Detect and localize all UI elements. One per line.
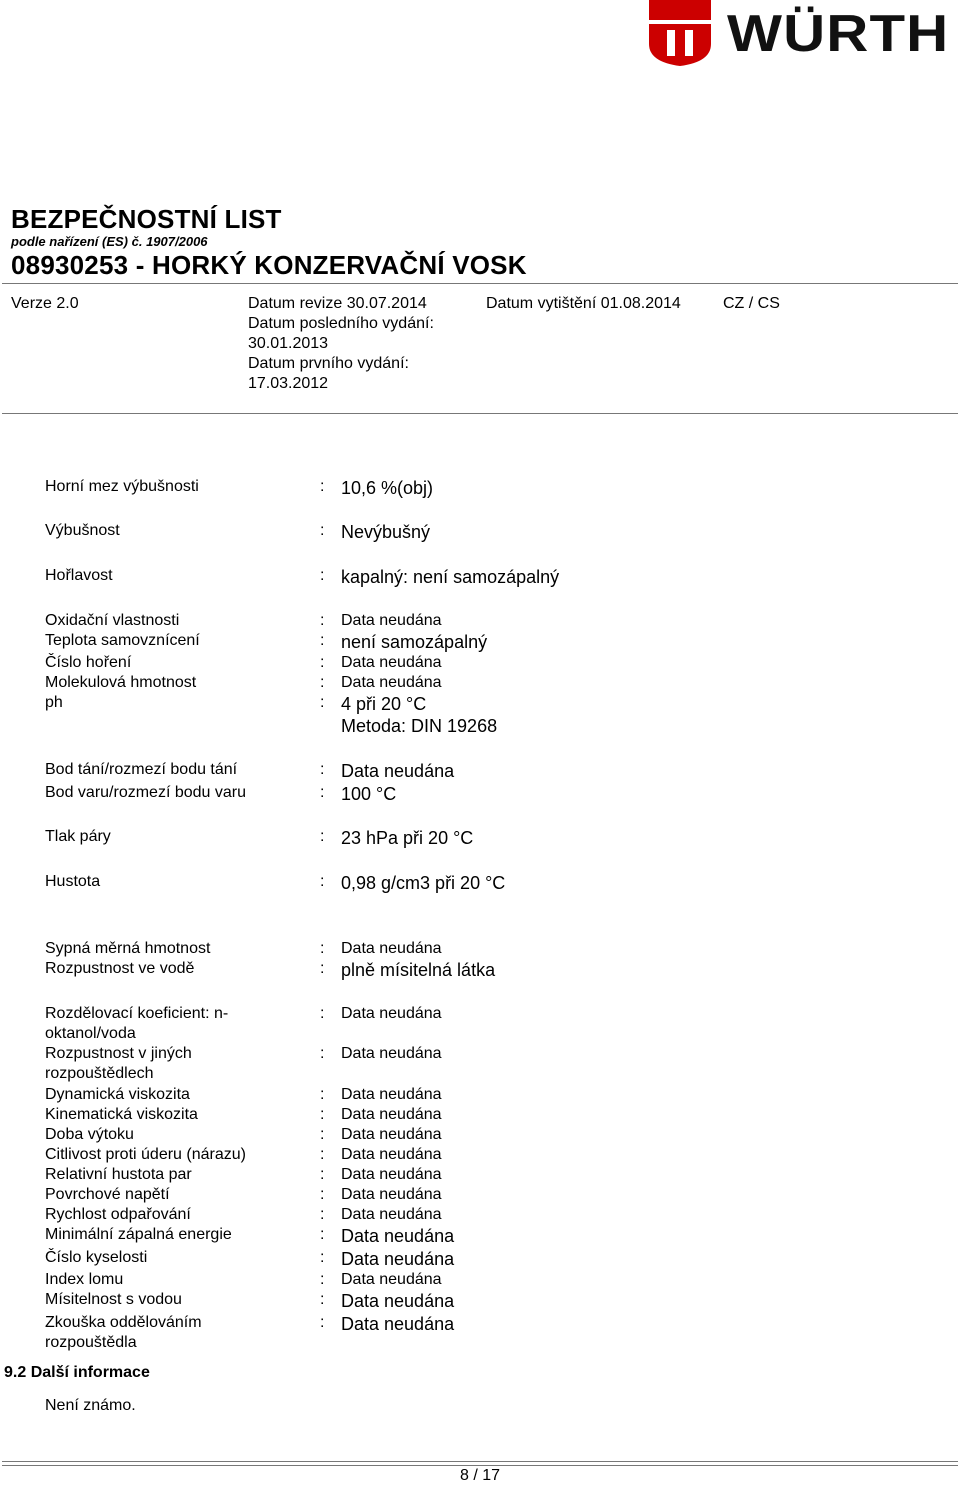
property-separator: : [320,1249,325,1266]
property-label-line: Zkouška oddělováním [45,1314,202,1331]
property-value [341,693,497,737]
property-label: Rozpustnost ve vodě [45,960,195,977]
property-value: Data neudána [341,674,442,691]
property-value: kapalný: není samozápalný [341,567,560,587]
property-separator: : [320,1166,325,1183]
property-label: Minimální zápalná energie [45,1226,232,1243]
property-label [45,1313,295,1353]
section-note: Není známo. [45,1397,136,1414]
property-separator: : [320,1291,325,1308]
property-label: Povrchové napětí [45,1186,170,1203]
property-separator: : [320,1226,325,1243]
property-label: Relativní hustota par [45,1166,192,1183]
property-label-line: oktanol/voda [45,1025,136,1042]
ph-value: 4 při 20 °C [341,694,427,714]
property-label: Tlak páry [45,828,111,845]
property-value: Data neudána [341,1186,442,1203]
property-label: Index lomu [45,1271,124,1288]
property-separator: : [320,612,325,629]
page-number: 8 / 17 [459,1467,501,1484]
section-heading: 9.2 Další informace [4,1364,150,1381]
first-issue-label: Datum prvního vydání: [248,355,409,372]
property-separator: : [320,632,325,649]
property-value: Data neudána [341,940,442,957]
property-value: Data neudána [341,1249,455,1269]
property-value: 0,98 g/cm3 při 20 °C [341,873,506,893]
wurth-logo [649,0,959,70]
property-value: Data neudána [341,1271,442,1288]
last-issue-label: Datum posledního vydání: [248,315,434,332]
property-value: Data neudána [341,1166,442,1183]
revision-date: Datum revize 30.07.2014 [248,295,427,312]
last-issue-date: 30.01.2013 [248,335,329,352]
property-separator: : [320,522,325,539]
property-label-line: rozpouštědla [45,1334,137,1351]
header-divider [2,283,958,284]
property-label: Mísitelnost s vodou [45,1291,182,1308]
wurth-logo-text: WÜRTH [727,5,950,63]
footer-divider [2,1461,958,1462]
document-title: BEZPEČNOSTNÍ LIST [11,204,282,234]
property-label: Výbušnost [45,522,120,539]
wurth-logo-mark [649,0,711,66]
property-label: Hustota [45,873,101,890]
property-label [45,1044,295,1084]
property-separator: : [320,784,325,801]
property-label: Kinematická viskozita [45,1106,198,1123]
property-separator: : [320,1086,325,1103]
property-label-line: Rozpustnost v jiných [45,1045,192,1062]
property-value: Nevýbušný [341,522,431,542]
property-separator: : [320,1314,325,1331]
property-separator: : [320,828,325,845]
property-separator: : [320,1146,325,1163]
print-date: Datum vytištění 01.08.2014 [486,295,681,312]
property-separator: : [320,674,325,691]
property-value: Data neudána [341,1126,442,1143]
property-label: Oxidační vlastnosti [45,612,180,629]
property-separator: : [320,694,325,711]
header-bottom-divider [2,413,958,414]
property-label: Dynamická viskozita [45,1086,190,1103]
property-label: Číslo kyselosti [45,1249,148,1266]
property-value: Data neudána [341,1206,442,1223]
property-value: Data neudána [341,612,442,629]
property-value: Data neudána [341,654,442,671]
property-value: Data neudána [341,1291,455,1311]
property-label [45,1004,295,1044]
property-value: plně mísitelná látka [341,960,496,980]
property-separator: : [320,1186,325,1203]
property-separator: : [320,567,325,584]
property-value: Data neudána [341,761,455,781]
property-value: Data neudána [341,1045,442,1062]
property-label: Hořlavost [45,567,113,584]
property-label-line: Rozdělovací koeficient: n- [45,1005,229,1022]
property-value: Data neudána [341,1146,442,1163]
property-separator: : [320,654,325,671]
property-separator: : [320,940,325,957]
product-title: 08930253 - HORKÝ KONZERVAČNÍ VOSK [11,250,527,280]
first-issue-date: 17.03.2012 [248,375,329,392]
property-value: 23 hPa při 20 °C [341,828,474,848]
property-label: Molekulová hmotnost [45,674,197,691]
property-label: Rychlost odpařování [45,1206,191,1223]
property-separator: : [320,1206,325,1223]
property-value: Data neudána [341,1005,442,1022]
version-label: Verze 2.0 [11,295,79,312]
property-value: není samozápalný [341,632,488,652]
language-code: CZ / CS [723,295,780,312]
ph-method: Metoda: DIN 19268 [341,716,498,736]
property-label: Citlivost proti úderu (nárazu) [45,1146,246,1163]
property-label: Doba výtoku [45,1126,134,1143]
property-separator: : [320,1005,325,1022]
property-label-line: rozpouštědlech [45,1065,154,1082]
property-value: Data neudána [341,1314,455,1334]
property-separator: : [320,1126,325,1143]
property-separator: : [320,478,325,495]
revision-info [248,294,473,394]
property-separator: : [320,1271,325,1288]
property-separator: : [320,960,325,977]
property-value: Data neudána [341,1086,442,1103]
property-label: ph [45,694,63,711]
property-value: 100 °C [341,784,397,804]
property-separator: : [320,1106,325,1123]
property-value: Data neudána [341,1106,442,1123]
property-value: Data neudána [341,1226,455,1246]
property-value: 10,6 %(obj) [341,478,434,498]
regulation-subtitle: podle nařízení (ES) č. 1907/2006 [11,234,208,249]
property-separator: : [320,873,325,890]
property-separator: : [320,761,325,778]
property-label: Horní mez výbušnosti [45,478,199,495]
property-label: Bod tání/rozmezí bodu tání [45,761,238,778]
property-label: Sypná měrná hmotnost [45,940,211,957]
property-separator: : [320,1045,325,1062]
property-label: Číslo hoření [45,654,132,671]
footer-divider [2,1465,958,1466]
property-label: Teplota samovznícení [45,632,200,649]
property-label: Bod varu/rozmezí bodu varu [45,784,246,801]
